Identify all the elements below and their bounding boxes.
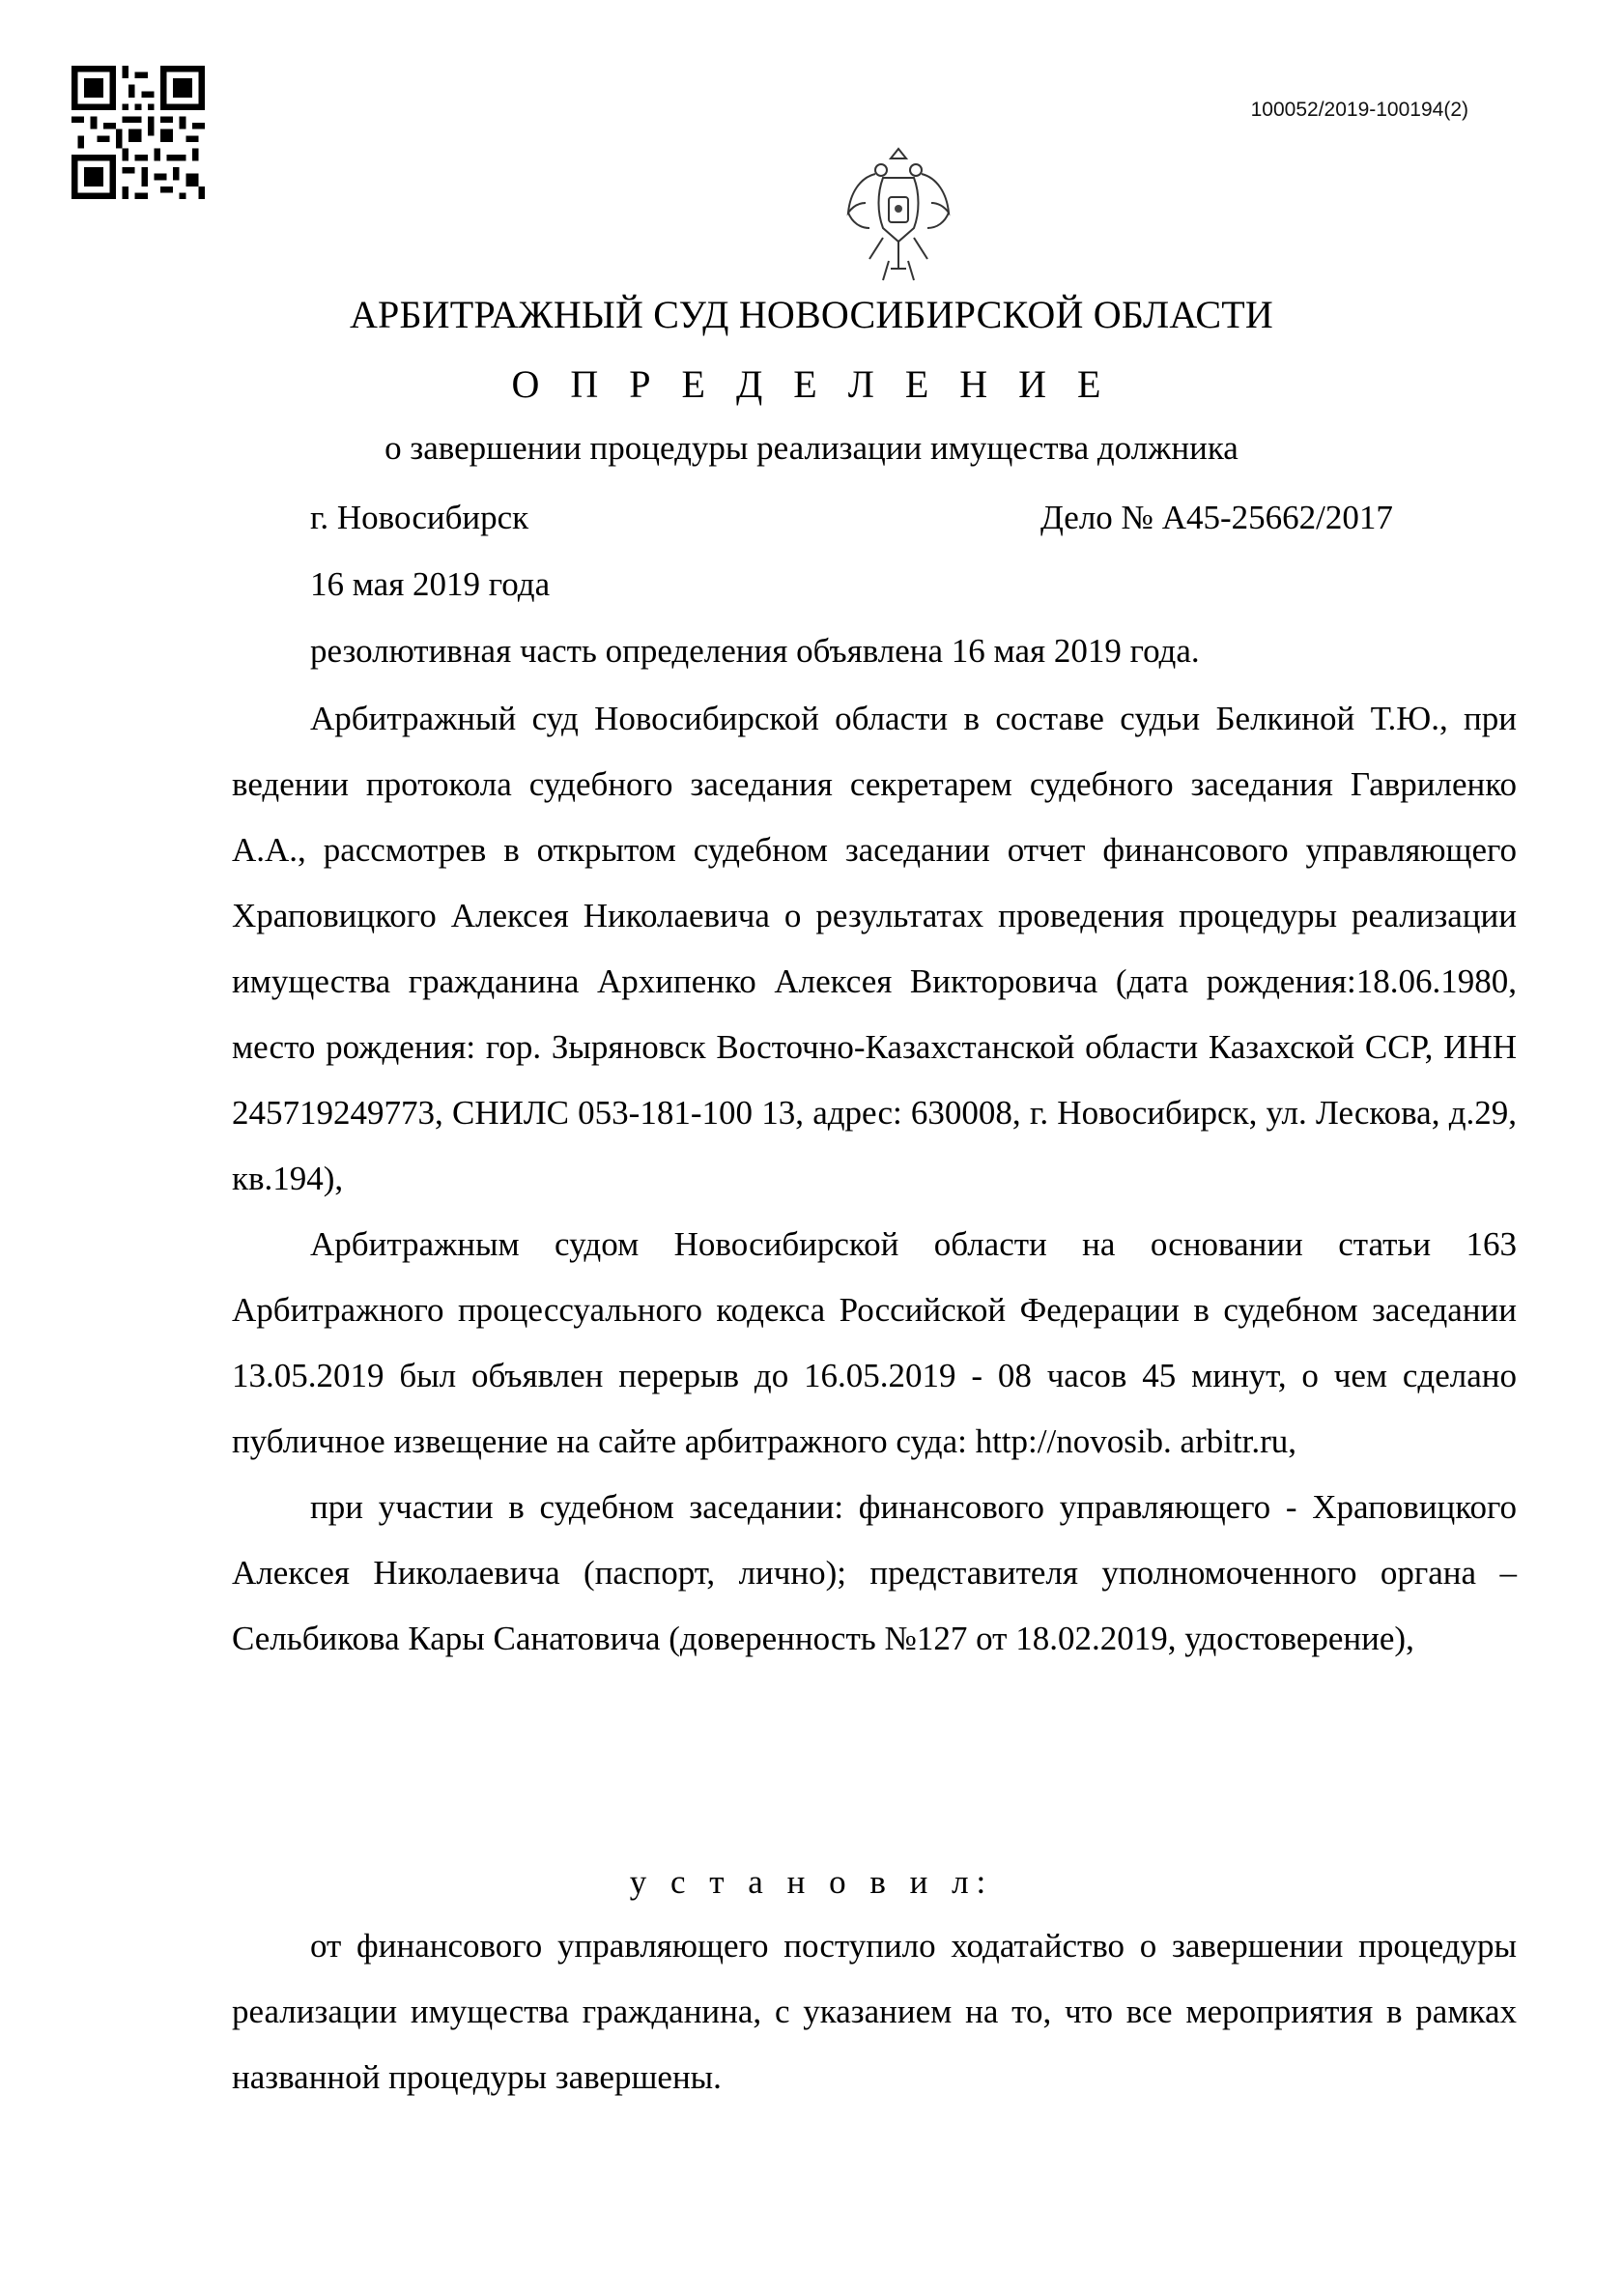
established-body bbox=[232, 1913, 1517, 2110]
court-name: АРБИТРАЖНЫЙ СУД НОВОСИБИРСКОЙ ОБЛАСТИ bbox=[349, 293, 1274, 336]
section-heading-established: у с т а н о в и л: bbox=[629, 1863, 994, 1901]
paragraph: Арбитражный суд Новосибирской области в составе судьи Белкиной Т.Ю., при ведении протокола судебного заседания секретарем судебного заседания Гавриленко А.А., рассмотрев в открытом судебном заседании отчет финансового управляющего Храповицкого Алексея Николаевича о результатах проведения процедуры реализации имущества гражданина Архипенко Алексея Викторовича (дата рождения:18.06.1980, место рождения: гор. Зыряновск Восточно-Казахстанской области Казахской ССР, ИНН 245719249773, СНИЛС 053-181-100 13, адрес: 630008, г. Новосибирск, ул. Лескова, д.29, кв.194), bbox=[232, 700, 1517, 1197]
double-headed-eagle-icon bbox=[840, 145, 956, 290]
paragraph: при участии в судебном заседании: финансового управляющего - Храповицкого Алексея Николаевича (паспорт, лично); представителя уполномоченного органа – Сельбикова Кары Санатовича (доверенность №127 от 18.02.2019, удостоверение), bbox=[232, 1488, 1517, 1657]
main-body bbox=[232, 686, 1517, 1672]
decision-date: 16 мая 2019 года bbox=[310, 565, 551, 603]
qr-code-icon bbox=[71, 66, 205, 199]
paragraph: от финансового управляющего поступило ходатайство о завершении процедуры реализации имущества гражданина, с указанием на то, что все мероприятия в рамках названной процедуры завершены. bbox=[232, 1927, 1517, 2096]
case-number: Дело № А45-25662/2017 bbox=[1040, 499, 1393, 536]
resolution-note: резолютивная часть определения объявлена 16 мая 2019 года. bbox=[310, 632, 1200, 670]
city: г. Новосибирск bbox=[310, 499, 529, 536]
document-subtitle: о завершении процедуры реализации имущества должника bbox=[384, 429, 1239, 467]
paragraph: Арбитражным судом Новосибирской области на основании статьи 163 Арбитражного процессуального кодекса Российской Федерации в судебном заседании 13.05.2019 был объявлен перерыв до 16.05.2019 - 08 часов 45 минут, о чем сделано публичное извещение на сайте арбитражного суда: http://novosib. arbitr.ru, bbox=[232, 1225, 1517, 1460]
document-number: 100052/2019-100194(2) bbox=[1250, 99, 1468, 121]
document-type-title: О П Р Е Д Е Л Е Н И Е bbox=[511, 362, 1112, 406]
